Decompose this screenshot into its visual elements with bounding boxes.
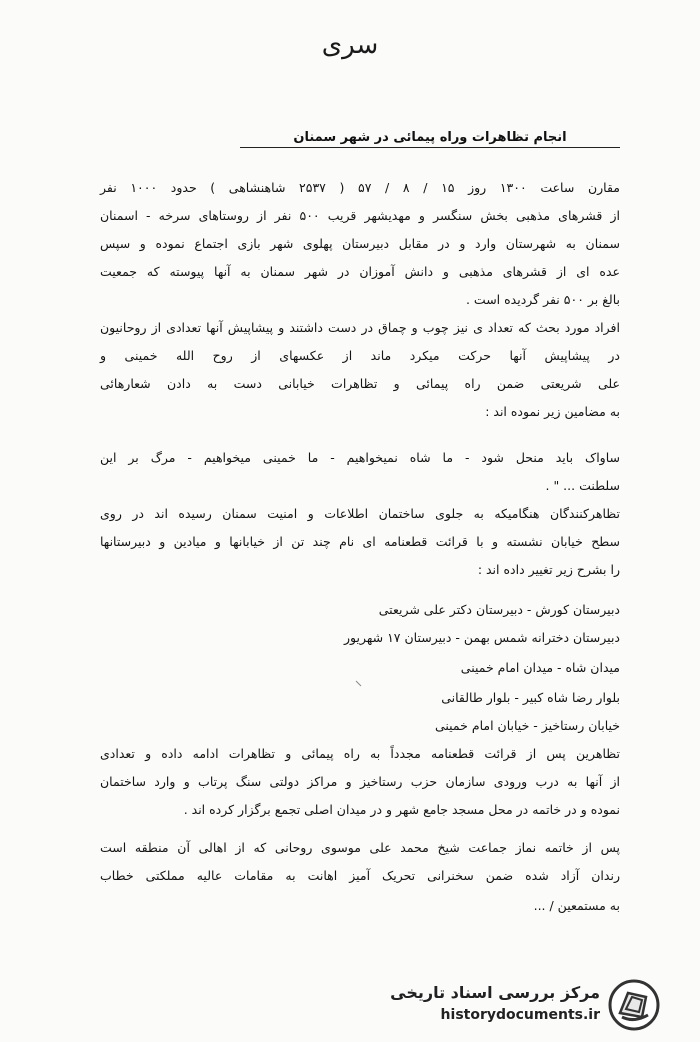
body-line: پس از خاتمه نماز جماعت شیخ محمد علی موسوی روحانی که از اهالی آن منطقه است: [100, 840, 620, 855]
body-line: سطح خیابان نشسته و با قرائت قطعنامه ای نام چند تن از خیابانها و میادین و دبیرستانها: [100, 534, 620, 549]
classification-header: سری: [321, 30, 379, 60]
body-line: میدان شاه - میدان امام خمینی: [460, 660, 620, 675]
body-line: به مستمعین / ...: [533, 898, 620, 913]
body-line: رندان آزاد شده ضمن سخنرانی تحریک آمیز اهانت به مقامات عالیه مملکتی خطاب: [100, 868, 620, 883]
body-line: علی شریعتی ضمن راه پیمائی و تظاهرات خیابانی دست به دادن شعارهائی: [100, 376, 620, 391]
body-line: نموده و در خاتمه در محل مسجد جامع شهر و در میدان اصلی تجمع برگزار کرده اند .: [183, 802, 620, 817]
watermark: [390, 975, 660, 1035]
body-line: سلطنت ... " .: [545, 478, 620, 493]
body-line: در پیشاپیش آنها حرکت میکرد ماند از عکسهای از روح الله خمینی و: [100, 348, 620, 363]
body-line: سمنان به شهرستان وارد و در مقابل دبیرستان پهلوی شهر بازی اجتماع نموده و سپس: [100, 236, 620, 251]
body-line: مقارن ساعت ۱۳۰۰ روز ۱۵ / ۸ / ۵۷ ( ۲۵۳۷ شاهنشاهی ) حدود ۱۰۰۰ نفر: [100, 180, 620, 195]
body-line: به مضامین زیر نموده اند :: [485, 404, 620, 419]
watermark-url: historydocuments.ir: [440, 1007, 600, 1023]
body-line: بالغ بر ۵۰۰ نفر گردیده است .: [465, 292, 620, 307]
body-line: از قشرهای مذهبی بخش سنگسر و مهدیشهر قریب ۵۰۰ نفر از روستاهای سرخه - اسمنان: [100, 208, 620, 223]
body-line: ساواک باید منحل شود - ما شاه نمیخواهیم - ما خمینی میخواهیم - مرگ بر این: [100, 450, 620, 465]
body-line: عده ای از قشرهای مذهبی و دانش آموزان در شهر سمنان به آنها پیوسته که جمعیت: [100, 264, 620, 279]
body-line: تظاهرکنندگان هنگامیکه به جلوی ساختمان اطلاعات و امنیت سمنان رسیده اند در روی: [100, 506, 620, 521]
body-line: از آنها به درب ورودی سازمان حزب رستاخیز و مراکز دولتی سنگ پرتاب و وارد ساختمان: [100, 774, 620, 789]
document-title: انجام تظاهرات وراه پیمائی در شهر سمنان: [240, 130, 620, 148]
archive-logo-icon: [608, 979, 660, 1031]
body-line: بلوار رضا شاه کبیر - بلوار طالقانی: [441, 690, 620, 705]
watermark-name: مرکز بررسی اسناد تاریخی: [390, 983, 600, 1002]
stray-mark: [355, 680, 363, 688]
body-line: تظاهرین پس از قرائت قطعنامه مجدداً به راه پیمائی و تظاهرات ادامه داده و تعدادی: [100, 746, 620, 761]
body-line: را بشرح زیر تغییر داده اند :: [477, 562, 620, 577]
body-line: افراد مورد بحث که تعداد ی نیز چوب و چماق در دست داشتند و پیشاپیش آنها تعدادی از روحانیون: [100, 320, 620, 335]
body-line: دبیرستان کورش - دبیرستان دکتر علی شریعتی: [378, 602, 620, 617]
body-line: دبیرستان دخترانه شمس بهمن - دبیرستان ۱۷ شهریور: [343, 630, 620, 645]
body-line: خیابان رستاخیز - خیابان امام خمینی: [434, 718, 620, 733]
